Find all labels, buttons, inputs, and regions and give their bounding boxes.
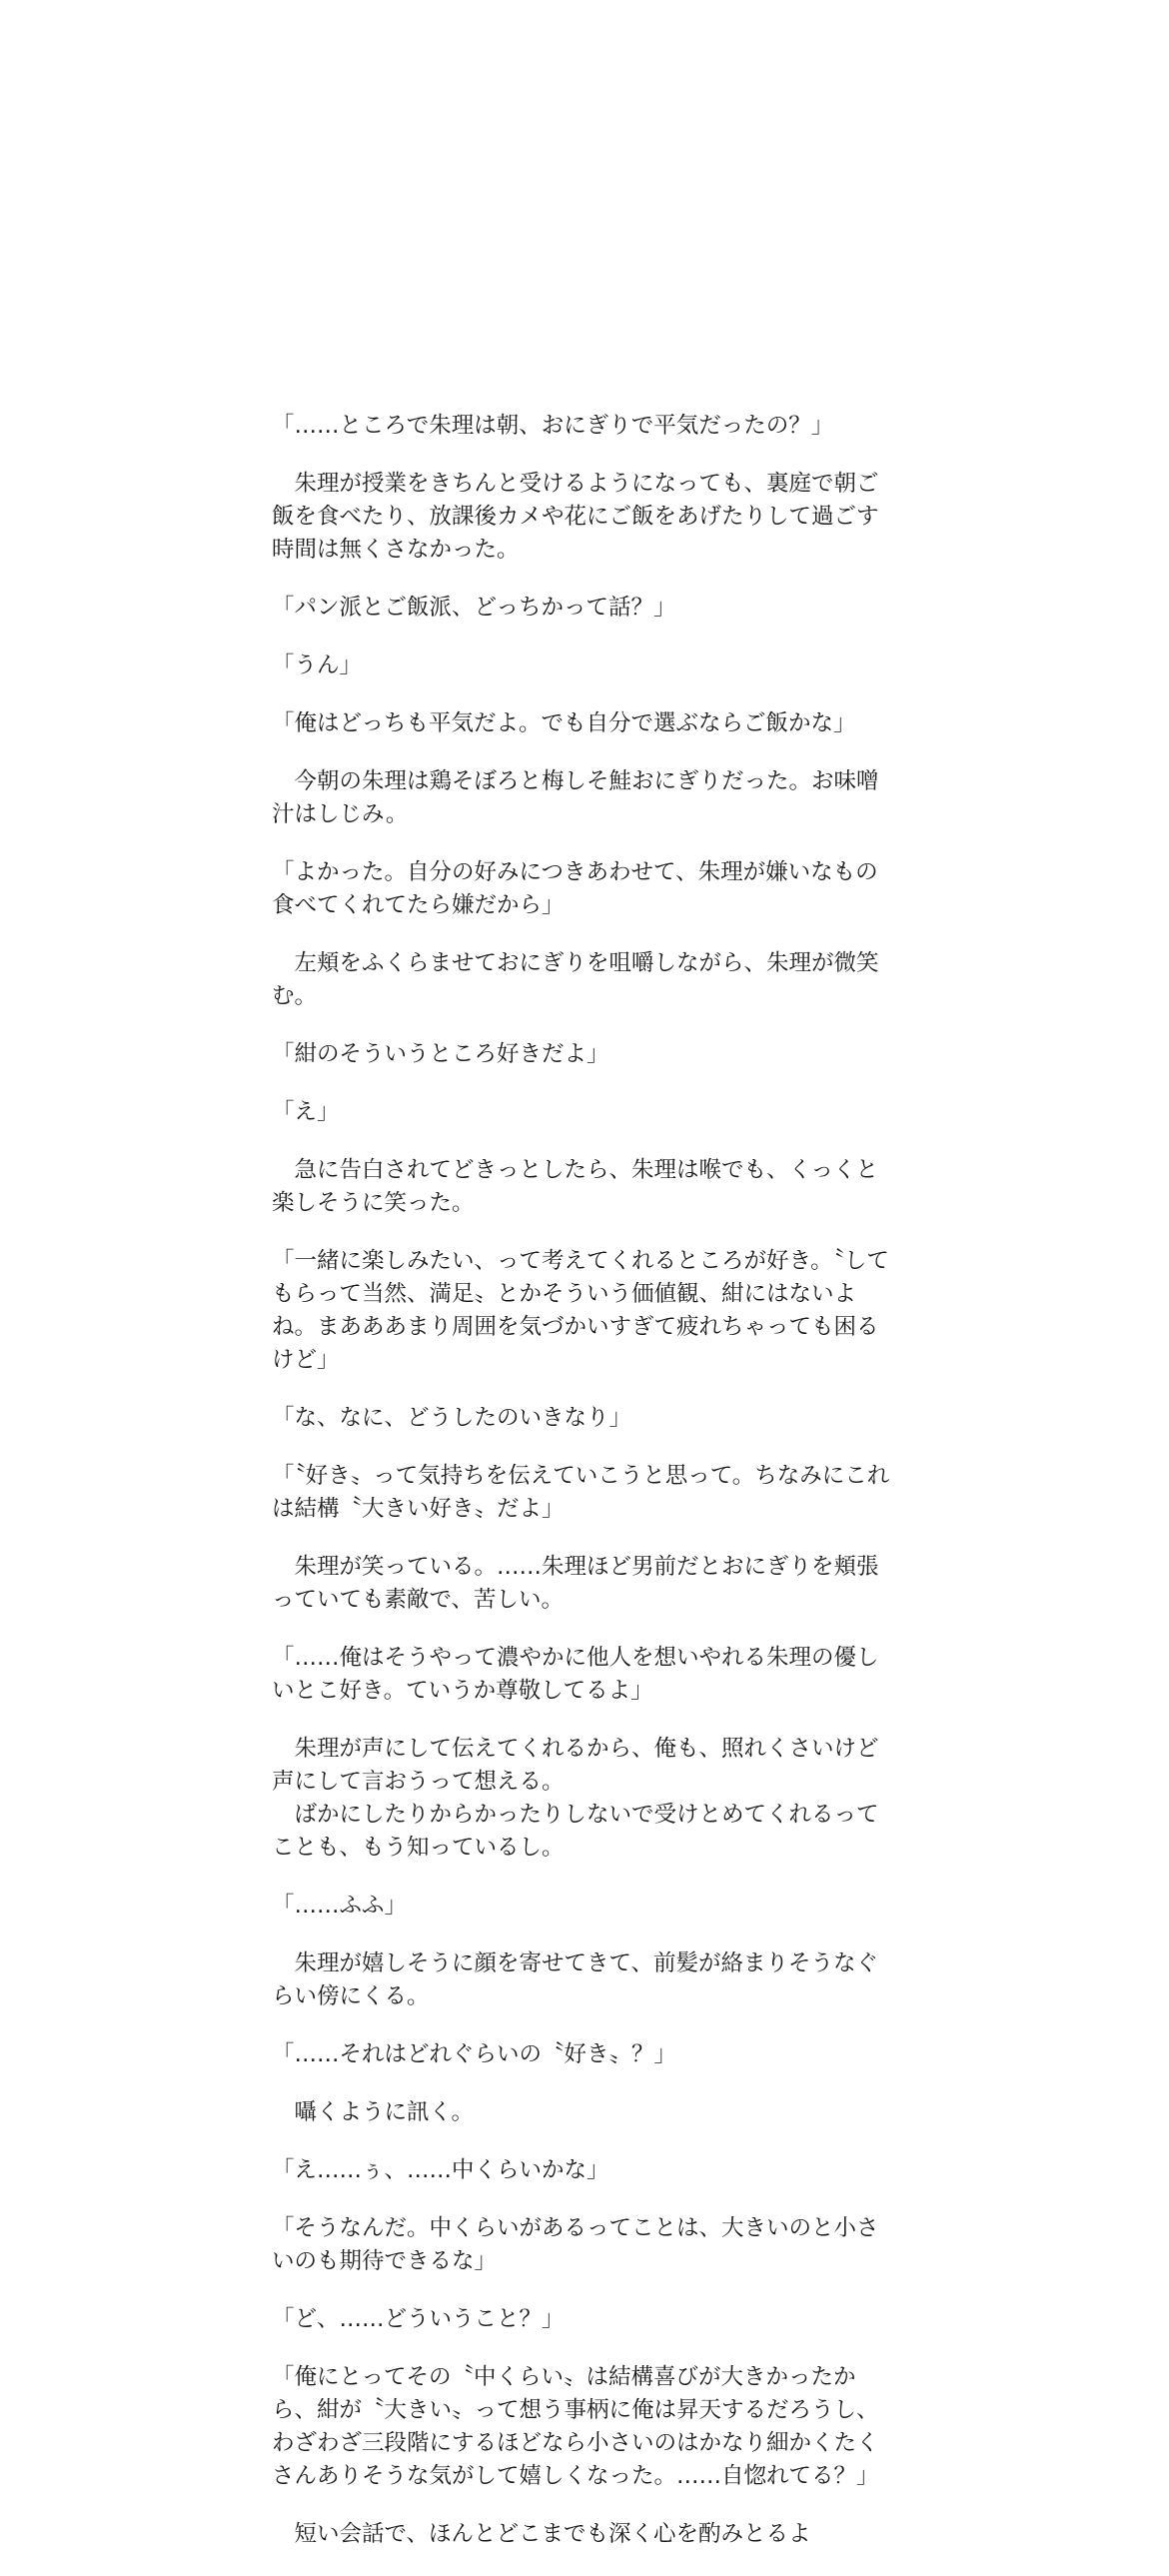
paragraph-line: 「よかった。自分の好みにつきあわせて、朱理が嫌いなもの食べてくれてたら嫌だから」	[272, 859, 878, 918]
dialogue-paragraph	[272, 2212, 893, 2278]
paragraph-line: 「〝好き〟って気持ちを伝えていこうと思って。ちなみにこれは結構〝大きい好き〟だよ」	[272, 1463, 890, 1522]
paragraph-line: 「一緒に楽しみたい、って考えてくれるところが好き。〝してもらって当然、満足〟とかそういう価値観、紺にはないよね。まあああまり周囲を気づかいすぎて疲れちゃっても困るけど」	[272, 1248, 889, 1373]
story-text	[272, 410, 893, 2576]
dialogue-paragraph	[272, 2361, 893, 2493]
dialogue-paragraph	[272, 856, 893, 922]
paragraph-line: 「え」	[272, 1099, 340, 1125]
dialogue-paragraph	[272, 410, 893, 443]
dialogue-paragraph	[272, 707, 893, 740]
narration-paragraph	[272, 1154, 893, 1220]
paragraph-line: 急に告白されてどきっとしたら、朱理は喉でも、くっくと楽しそうに笑った。	[272, 1157, 879, 1216]
paragraph-line: 「パン派とご飯派、どっちかって話？」	[272, 595, 676, 621]
dialogue-paragraph	[272, 1460, 893, 1526]
dialogue-paragraph	[272, 649, 893, 682]
dialogue-paragraph	[272, 1642, 893, 1708]
narration-paragraph	[272, 1551, 893, 1617]
dialogue-paragraph	[272, 1038, 893, 1071]
paragraph-line: 「俺にとってその〝中くらい〟は結構喜びが大きかったから、紺が〝大きい〟って想う事柄に俺は昇天するだろうし、わざわざ三段階にするほどなら小さいのはかなり細かくたくさんありそうな気がして嬉しくなった。……自惚れてる？」	[272, 2364, 879, 2489]
paragraph-line: 「そうなんだ。中くらいがあるってことは、大きいのと小さいのも期待できるな」	[272, 2215, 879, 2274]
paragraph-line: 今朝の朱理は鶏そぼろと梅しそ鮭おにぎりだった。お味噌汁はしじみ。	[272, 768, 879, 827]
narration-paragraph	[272, 1947, 893, 2013]
narration-paragraph	[272, 468, 893, 567]
paragraph-line: 「俺はどっちも平気だよ。でも自分で選ぶならご飯かな」	[272, 710, 856, 736]
dialogue-paragraph	[272, 1245, 893, 1377]
dialogue-paragraph	[272, 592, 893, 625]
narration-paragraph	[272, 1733, 893, 1865]
paragraph-line: 朱理が声にして伝えてくれるから、俺も、照れくさいけど声にして言おうって想える。	[272, 1736, 879, 1795]
dialogue-paragraph	[272, 1402, 893, 1435]
paragraph-line: 「紺のそういうところ好きだよ」	[272, 1041, 609, 1067]
paragraph-line: 「……それはどれぐらいの〝好き〟？」	[272, 2041, 677, 2067]
paragraph-line: 「……ところで朱理は朝、おにぎりで平気だったの？」	[272, 413, 834, 439]
paragraph-line: 囁くように訊く。	[294, 2099, 475, 2125]
paragraph-line: 「……俺はそうやって濃やかに他人を想いやれる朱理の優しいとこ好き。ていうか尊敬してるよ」	[272, 1645, 879, 1704]
paragraph-line: 朱理が授業をきちんと受けるようになっても、裏庭で朝ご飯を食べたり、放課後カメや花にご飯をあげたりして過ごす時間は無くさなかった。	[272, 471, 879, 563]
narration-paragraph	[272, 2096, 893, 2129]
dialogue-paragraph	[272, 1096, 893, 1129]
dialogue-paragraph	[272, 1890, 893, 1923]
paragraph-line: 左頬をふくらませておにぎりを咀嚼しながら、朱理が微笑む。	[272, 950, 879, 1009]
paragraph-line: 朱理が笑っている。……朱理ほど男前だとおにぎりを頬張っていても素敵で、苦しい。	[272, 1554, 879, 1613]
paragraph-line: 「え……ぅ、……中くらいかな」	[272, 2157, 609, 2183]
paragraph-line: 「うん」	[272, 652, 363, 678]
paragraph-line: 「な、なに、どうしたのいきなり」	[272, 1405, 632, 1431]
paragraph-line: ばかにしたりからかったりしないで受けとめてくれるってことも、もう知っているし。	[272, 1802, 879, 1861]
paragraph-line: 短い会話で、ほんとどこまでも深く心を酌みとるよ	[294, 2521, 811, 2547]
narration-paragraph	[272, 947, 893, 1013]
narration-paragraph	[272, 2518, 893, 2551]
paragraph-line: 「……ふふ」	[272, 1893, 408, 1919]
dialogue-paragraph	[272, 2038, 893, 2071]
dialogue-paragraph	[272, 2154, 893, 2187]
narration-paragraph	[272, 765, 893, 831]
paragraph-line: 朱理が嬉しそうに顔を寄せてきて、前髪が絡まりそうなぐらい傍にくる。	[272, 1950, 879, 2009]
dialogue-paragraph	[272, 2303, 893, 2336]
paragraph-line: 「ど、……どういうこと？」	[272, 2306, 565, 2332]
